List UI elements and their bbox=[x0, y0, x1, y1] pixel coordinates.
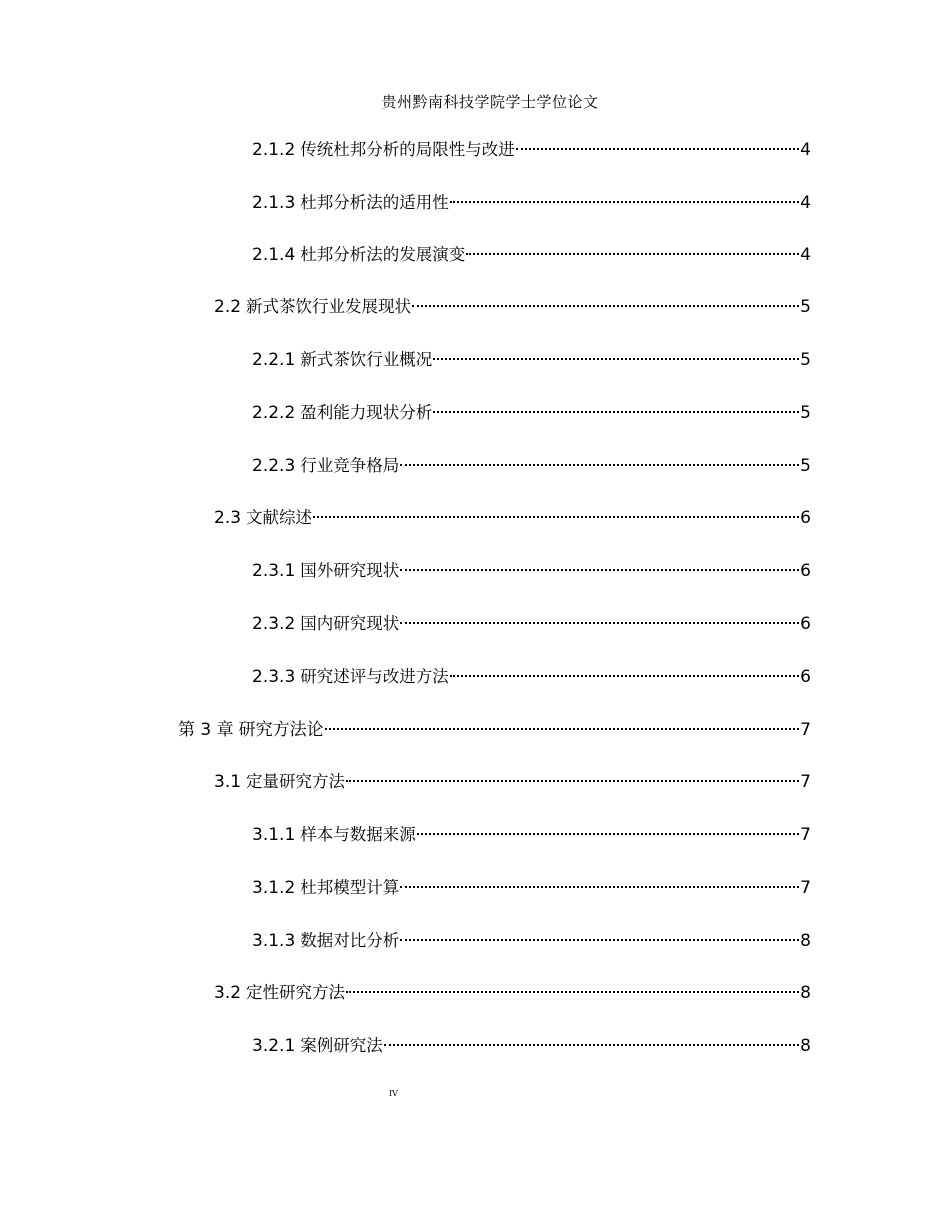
toc-title: 案例研究法 bbox=[300, 1036, 383, 1055]
toc-entry-2-3-2[interactable] bbox=[252, 611, 811, 637]
toc-number: 2.2.3 bbox=[252, 456, 296, 476]
toc-leader-dots bbox=[346, 991, 799, 993]
toc-title: 国内研究现状 bbox=[300, 614, 400, 633]
toc-number: 2.2.1 bbox=[252, 350, 296, 370]
toc-leader-dots bbox=[400, 569, 799, 571]
toc-leader-dots bbox=[313, 516, 799, 518]
toc-entry-2-1-3[interactable] bbox=[252, 190, 811, 216]
toc-page-number: 8 bbox=[800, 1036, 811, 1056]
toc-number: 2.3.3 bbox=[252, 667, 296, 687]
toc-leader-dots bbox=[400, 886, 799, 888]
toc-number: 2.1.2 bbox=[252, 140, 296, 160]
toc-number: 3.1.1 bbox=[252, 825, 296, 845]
toc-number: 3.1.3 bbox=[252, 931, 296, 951]
toc-entry-3-1-3[interactable] bbox=[252, 928, 811, 954]
toc-entry-3-1[interactable] bbox=[214, 769, 811, 795]
toc-number: 3.1.2 bbox=[252, 878, 296, 898]
toc-number: 3.2.1 bbox=[252, 1036, 296, 1056]
toc-page-number: 4 bbox=[800, 193, 811, 213]
toc-entry-2-1-2[interactable] bbox=[252, 137, 811, 163]
toc-leader-dots bbox=[325, 728, 800, 730]
toc-entry-2-3[interactable] bbox=[214, 505, 811, 531]
toc-title: 样本与数据来源 bbox=[300, 825, 416, 844]
toc-number: 3.2 bbox=[214, 983, 242, 1003]
toc-number: 2.3.1 bbox=[252, 561, 296, 581]
toc-page-number: 6 bbox=[800, 667, 811, 687]
toc-entry-2-2-2[interactable] bbox=[252, 400, 811, 426]
page-number: IV bbox=[389, 1089, 398, 1098]
toc-title: 盈利能力现状分析 bbox=[300, 403, 433, 422]
toc-title: 研究述评与改进方法 bbox=[300, 667, 449, 686]
toc-page-number: 7 bbox=[800, 825, 811, 845]
toc-number: 2.3.2 bbox=[252, 614, 296, 634]
toc-leader-dots bbox=[433, 358, 799, 360]
toc-title: 传统杜邦分析的局限性与改进 bbox=[300, 140, 515, 159]
toc-entry-2-3-1[interactable] bbox=[252, 558, 811, 584]
toc-number: 3.1 bbox=[214, 772, 242, 792]
toc-entry-3-2[interactable] bbox=[214, 980, 811, 1006]
toc-leader-dots bbox=[400, 464, 799, 466]
toc-title: 行业竞争格局 bbox=[300, 456, 400, 475]
toc-leader-dots bbox=[384, 1044, 799, 1046]
toc-number: 第 3 章 bbox=[178, 720, 234, 740]
toc-entry-2-3-3[interactable] bbox=[252, 664, 811, 690]
toc-title: 杜邦模型计算 bbox=[300, 878, 400, 897]
toc-entry-2-2-1[interactable] bbox=[252, 347, 811, 373]
toc-title: 国外研究现状 bbox=[300, 561, 400, 580]
toc-entry-2-2[interactable] bbox=[214, 294, 811, 320]
toc-leader-dots bbox=[400, 622, 799, 624]
toc-leader-dots bbox=[433, 411, 799, 413]
toc-title: 新式茶饮行业概况 bbox=[300, 350, 433, 369]
toc-leader-dots bbox=[412, 305, 799, 307]
toc-number: 2.1.4 bbox=[252, 245, 296, 265]
toc-page-number: 6 bbox=[800, 561, 811, 581]
toc-leader-dots bbox=[516, 148, 799, 150]
toc-number: 2.3 bbox=[214, 508, 242, 528]
toc-page-number: 5 bbox=[800, 350, 811, 370]
toc-leader-dots bbox=[346, 780, 799, 782]
toc-number: 2.2.2 bbox=[252, 403, 296, 423]
toc-entry-3-1-2[interactable] bbox=[252, 875, 811, 901]
toc-entry-2-2-3[interactable] bbox=[252, 453, 811, 479]
toc-page-number: 7 bbox=[800, 720, 811, 740]
toc-entry-3-1-1[interactable] bbox=[252, 822, 811, 848]
toc-number: 2.2 bbox=[214, 297, 242, 317]
page-header: 贵州黔南科技学院学士学位论文 bbox=[381, 93, 599, 111]
toc-leader-dots bbox=[466, 253, 799, 255]
toc-title: 文献综述 bbox=[246, 508, 313, 527]
toc-page-number: 8 bbox=[800, 983, 811, 1003]
toc-title: 杜邦分析法的适用性 bbox=[300, 193, 449, 212]
toc-page-number: 5 bbox=[800, 297, 811, 317]
toc-entry-3-2-1[interactable] bbox=[252, 1033, 811, 1059]
toc-page-number: 5 bbox=[800, 456, 811, 476]
toc-page-number: 4 bbox=[800, 140, 811, 160]
toc-number: 2.1.3 bbox=[252, 193, 296, 213]
toc-title: 杜邦分析法的发展演变 bbox=[300, 245, 466, 264]
toc-leader-dots bbox=[417, 833, 799, 835]
toc-entry-2-1-4[interactable] bbox=[252, 242, 811, 268]
toc-page-number: 5 bbox=[800, 403, 811, 423]
toc-page-number: 4 bbox=[800, 245, 811, 265]
toc-page-number: 7 bbox=[800, 878, 811, 898]
toc-page-number: 6 bbox=[800, 508, 811, 528]
toc-page-number: 6 bbox=[800, 614, 811, 634]
toc-page-number: 7 bbox=[800, 772, 811, 792]
toc-title: 研究方法论 bbox=[238, 720, 324, 740]
toc-leader-dots bbox=[450, 675, 799, 677]
toc-title: 定性研究方法 bbox=[246, 983, 346, 1002]
toc-leader-dots bbox=[400, 939, 799, 941]
toc-leader-dots bbox=[450, 201, 799, 203]
toc-page-number: 8 bbox=[800, 931, 811, 951]
toc-title: 定量研究方法 bbox=[246, 772, 346, 791]
toc-title: 新式茶饮行业发展现状 bbox=[246, 297, 412, 316]
toc-entry-chapter-3[interactable] bbox=[178, 717, 811, 743]
toc-title: 数据对比分析 bbox=[300, 931, 400, 950]
